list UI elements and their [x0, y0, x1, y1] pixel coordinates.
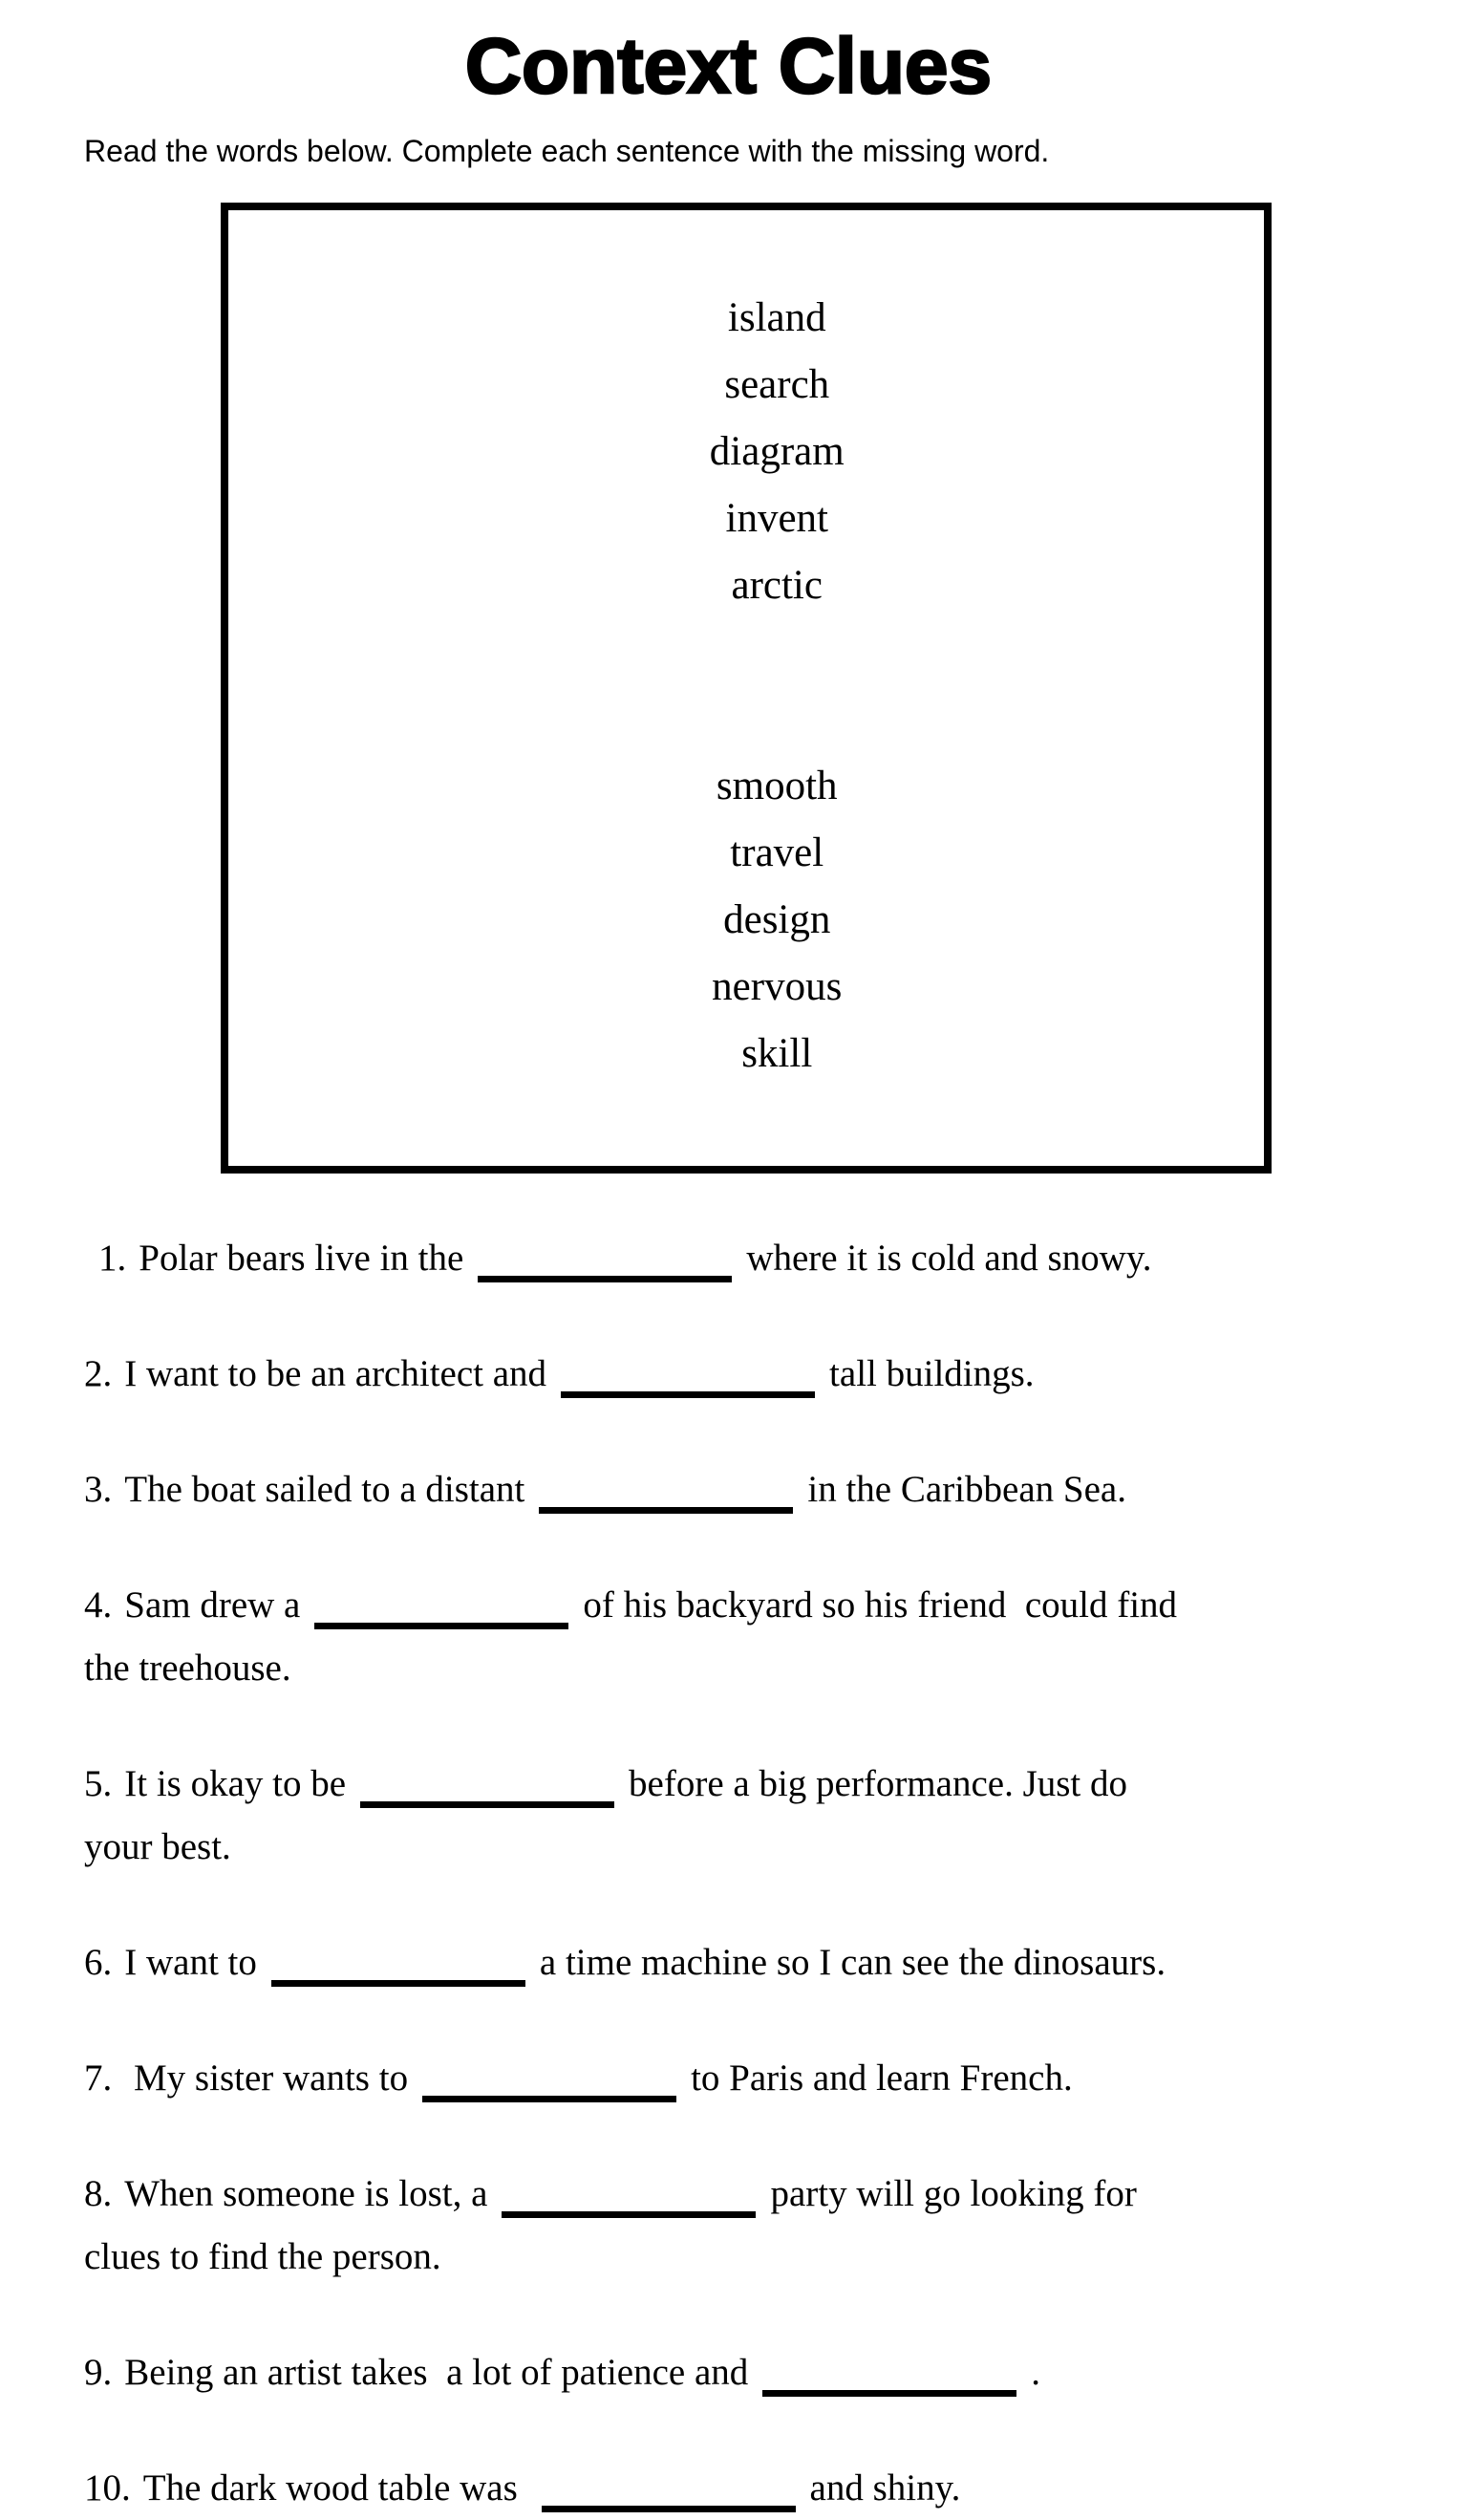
- sentence-item-2: [84, 1343, 1419, 1406]
- sentence-text-after: where it is cold and snowy.: [746, 1238, 1152, 1279]
- sentence-text-after: of his backyard so his friend could find: [583, 1584, 1178, 1626]
- sentence-number: 6.: [84, 1942, 113, 1983]
- word-bank-row: [238, 686, 1254, 1154]
- sentence-continuation: clues to find the person.: [84, 2236, 441, 2277]
- sentence-text-before: I want to be an architect and: [124, 1353, 547, 1394]
- sentence-number: 2.: [84, 1353, 113, 1394]
- sentence-item-10: [84, 2457, 1419, 2520]
- sentence-item-6: [84, 1931, 1419, 1994]
- answer-blank-1[interactable]: [478, 1238, 732, 1282]
- sentence-item-3: [84, 1458, 1419, 1521]
- sentence-text-before: Sam drew a: [124, 1584, 301, 1626]
- sentence-text-before: I want to: [124, 1942, 257, 1983]
- answer-blank-10[interactable]: [542, 2467, 796, 2512]
- sentence-item-5: [84, 1753, 1419, 1879]
- sentence-text-before: The boat sailed to a distant: [124, 1469, 525, 1510]
- word-bank-word: travel: [730, 830, 824, 875]
- answer-blank-8[interactable]: [502, 2173, 756, 2218]
- instruction-text: Read the words below. Complete each sentence with the missing word.: [84, 134, 1050, 168]
- sentence-number: 9.: [84, 2352, 113, 2393]
- sentence-text-after: a time machine so I can see the dinosaurs.: [539, 1942, 1166, 1983]
- word-bank-word: island: [727, 295, 826, 340]
- sentence-text-before: My sister wants to: [124, 2057, 409, 2099]
- sentence-text-after: .: [1031, 2352, 1041, 2393]
- sentence-number: 8.: [84, 2173, 113, 2214]
- answer-blank-2[interactable]: [561, 1353, 815, 1398]
- sentence-number: 4.: [84, 1584, 113, 1626]
- sentence-item-1: [84, 1227, 1419, 1290]
- word-bank-word: diagram: [709, 429, 845, 474]
- answer-blank-7[interactable]: [422, 2057, 676, 2102]
- word-bank-word: smooth: [716, 764, 838, 808]
- answer-blank-9[interactable]: [762, 2352, 1016, 2397]
- word-bank-box: [221, 203, 1272, 1174]
- sentence-text-after: tall buildings.: [829, 1353, 1035, 1394]
- word-bank-word: nervous: [712, 964, 843, 1009]
- word-bank-word: search: [724, 362, 830, 407]
- word-bank-word: skill: [741, 1031, 813, 1076]
- word-bank-word: invent: [725, 496, 828, 541]
- answer-blank-5[interactable]: [360, 1763, 614, 1808]
- answer-blank-4[interactable]: [314, 1584, 568, 1629]
- sentence-number: 5.: [84, 1763, 113, 1804]
- sentence-text-before: Polar bears live in the: [139, 1238, 464, 1279]
- answer-blank-3[interactable]: [539, 1469, 793, 1514]
- sentence-number: 1.: [98, 1238, 127, 1279]
- word-bank-word: design: [723, 897, 831, 942]
- sentence-item-8: [84, 2163, 1419, 2289]
- sentence-text-before: It is okay to be: [124, 1763, 347, 1804]
- sentence-text-after: party will go looking for: [770, 2173, 1137, 2214]
- sentence-item-7: [84, 2047, 1419, 2110]
- sentence-list: [84, 1227, 1419, 2520]
- sentence-continuation: the treehouse.: [84, 1648, 291, 1689]
- sentence-number: 3.: [84, 1469, 113, 1510]
- word-bank-word: arctic: [731, 563, 823, 608]
- sentence-number: 7.: [84, 2057, 113, 2099]
- sentence-continuation: your best.: [84, 1826, 231, 1867]
- sentence-text-before: When someone is lost, a: [124, 2173, 488, 2214]
- sentence-text-before: Being an artist takes a lot of patience and: [124, 2352, 749, 2393]
- sentence-text-after: in the Caribbean Sea.: [807, 1469, 1126, 1510]
- answer-blank-6[interactable]: [271, 1942, 525, 1987]
- sentence-text-before: The dark wood table was: [142, 2467, 527, 2509]
- sentence-number: 10.: [84, 2467, 131, 2509]
- sentence-text-after: before a big performance. Just do: [629, 1763, 1128, 1804]
- worksheet-page: [0, 21, 1476, 2509]
- sentence-text-after: to Paris and learn French.: [691, 2057, 1073, 2099]
- sentence-item-9: [84, 2341, 1419, 2404]
- sentence-text-after: and shiny.: [809, 2467, 961, 2509]
- sentence-item-4: [84, 1574, 1419, 1700]
- word-bank-row: [238, 218, 1254, 686]
- page-title: Context Clues: [464, 23, 993, 110]
